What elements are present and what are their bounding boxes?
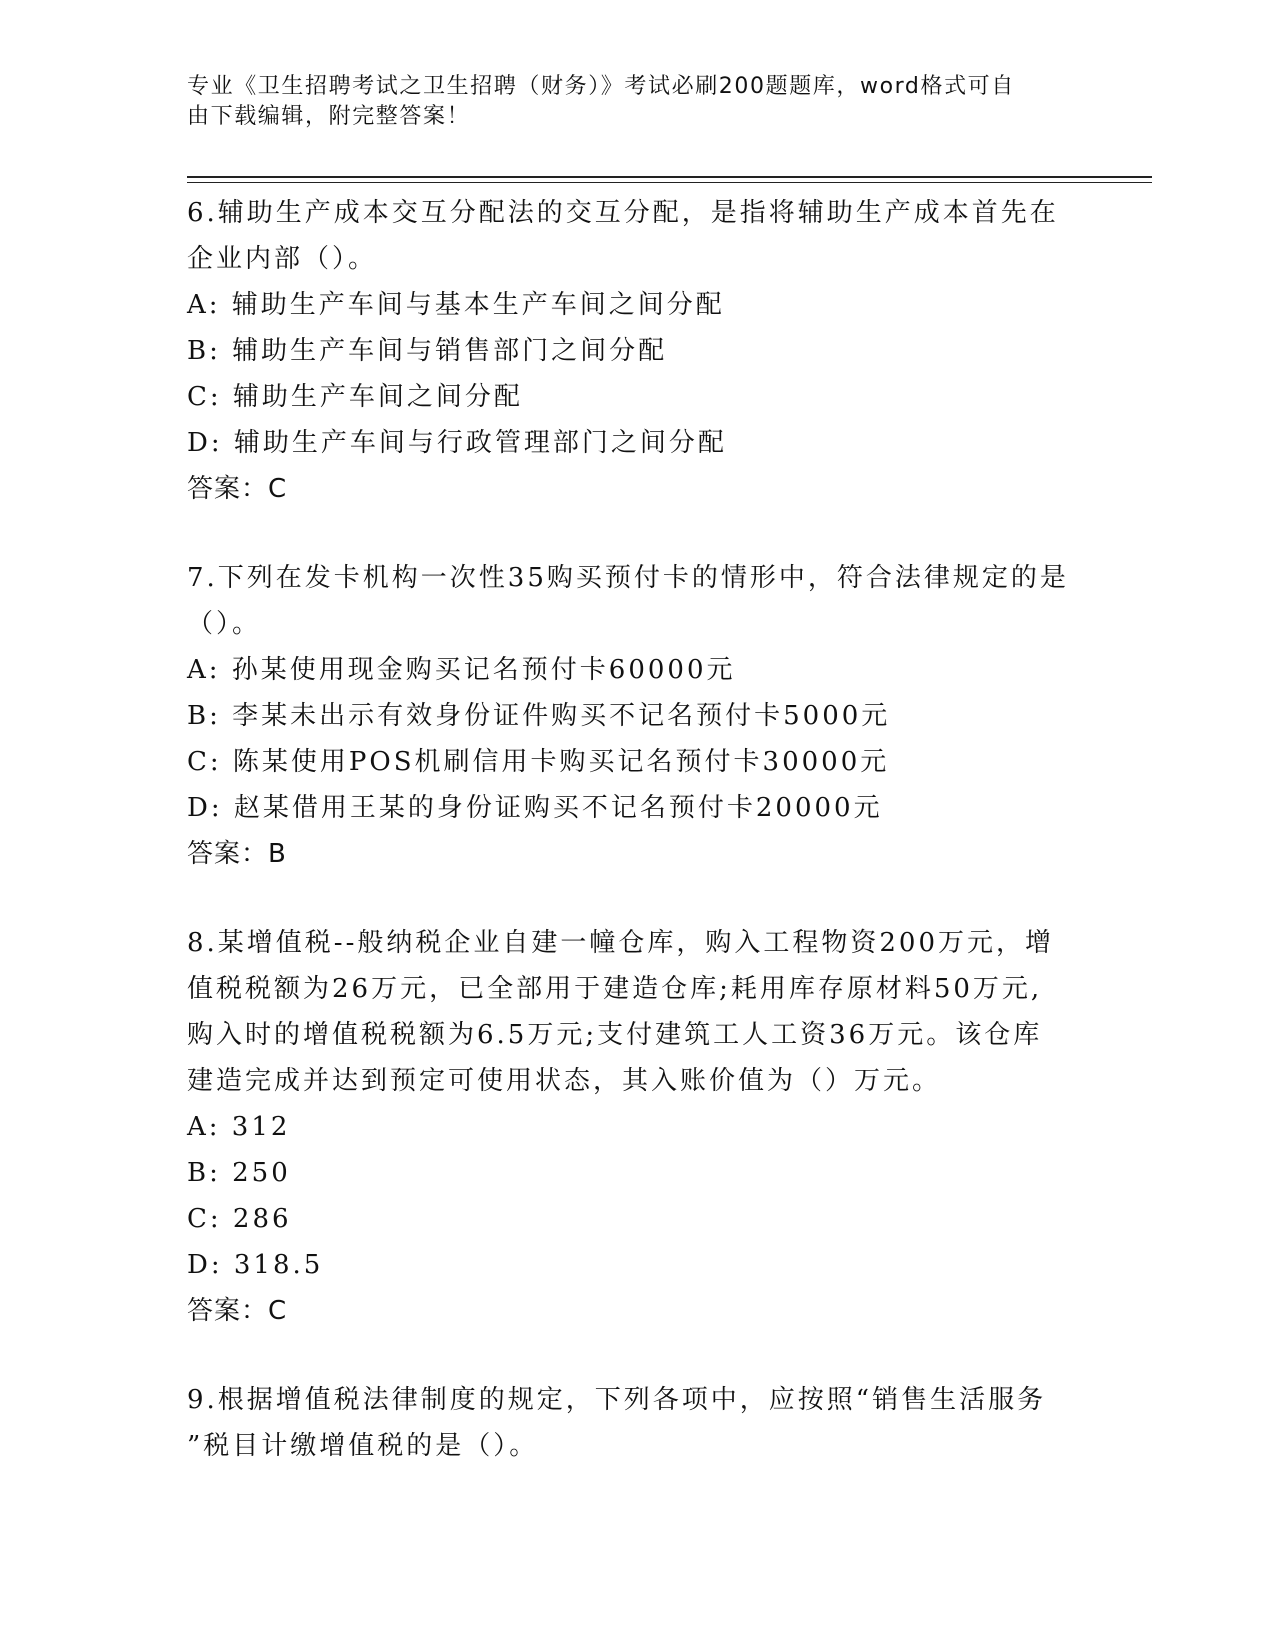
option-a: A: 辅助生产车间与基本生产车间之间分配 <box>187 290 725 320</box>
option-c: C: 286 <box>187 1204 292 1234</box>
header-divider-thin <box>187 182 1152 183</box>
question-stem-line: 8.某增值税--般纳税企业自建一幢仓库，购入工程物资200万元，增 <box>187 928 1055 958</box>
document-header <box>187 72 1087 132</box>
option-d: D: 318.5 <box>187 1250 324 1280</box>
question-stem-line: 9.根据增值税法律制度的规定，下列各项中，应按照“销售生活服务 <box>187 1385 1047 1415</box>
question-8 <box>187 920 1087 1334</box>
header-divider <box>187 176 1152 178</box>
option-a: A: 孙某使用现金购买记名预付卡60000元 <box>187 655 736 685</box>
question-6 <box>187 190 1087 512</box>
option-b: B: 李某未出示有效身份证件购买不记名预付卡5000元 <box>187 701 891 731</box>
option-a: A: 312 <box>187 1112 291 1142</box>
option-b: B: 辅助生产车间与销售部门之间分配 <box>187 336 668 366</box>
question-stem-line: 7.下列在发卡机构一次性35购买预付卡的情形中，符合法律规定的是 <box>187 563 1069 593</box>
question-stem-line: （）。 <box>187 609 262 639</box>
option-c: C: 辅助生产车间之间分配 <box>187 382 523 412</box>
question-7 <box>187 555 1087 877</box>
question-stem-line: 值税税额为26万元，已全部用于建造仓库;耗用库存原材料50万元, <box>187 974 1043 1004</box>
question-stem-line: ”税目计缴增值税的是（）。 <box>187 1431 539 1461</box>
header-line-2: 由下载编辑，附完整答案！ <box>187 104 471 129</box>
question-stem-line: 购入时的增值税税额为6.5万元;支付建筑工人工资36万元。该仓库 <box>187 1020 1043 1050</box>
header-line-1: 专业《卫生招聘考试之卫生招聘（财务）》考试必刷200题题库，word格式可自 <box>187 74 1015 99</box>
answer-line: 答案：C <box>187 474 288 504</box>
question-9 <box>187 1377 1087 1469</box>
answer-line: 答案：B <box>187 839 287 869</box>
answer-line: 答案：C <box>187 1296 288 1326</box>
question-stem-line: 企业内部（）。 <box>187 244 378 274</box>
option-c: C: 陈某使用POS机刷信用卡购买记名预付卡30000元 <box>187 747 890 777</box>
option-b: B: 250 <box>187 1158 291 1188</box>
option-d: D: 辅助生产车间与行政管理部门之间分配 <box>187 428 727 458</box>
option-d: D: 赵某借用王某的身份证购买不记名预付卡20000元 <box>187 793 883 823</box>
question-stem-line: 6.辅助生产成本交互分配法的交互分配，是指将辅助生产成本首先在 <box>187 198 1059 228</box>
question-stem-line: 建造完成并达到预定可使用状态，其入账价值为（）万元。 <box>187 1066 942 1096</box>
